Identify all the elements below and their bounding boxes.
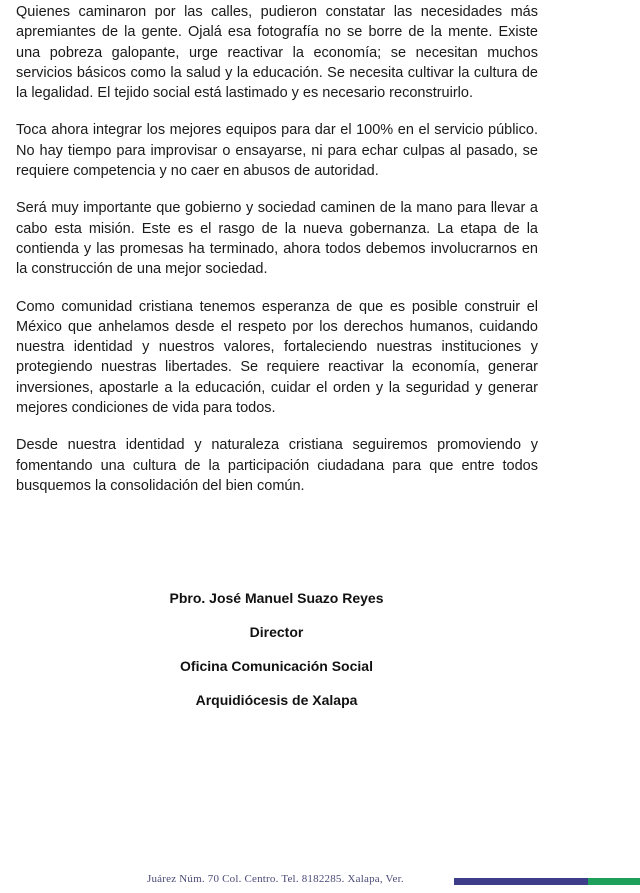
paragraph-3: Será muy importante que gobierno y sociedad caminen de la mano para llevar a cabo esta misión. Este es el rasgo de la nueva gobernanza. La etapa de la contienda y las promesas ha terminado, ahora todos debemos involucrarnos en la construcción de una mejor sociedad. xyxy=(16,200,538,278)
paragraph-1: Quienes caminaron por las calles, pudieron constatar las necesidades más apremiantes de la gente. Ojalá esa fotografía no se borre de la mente. Existe una pobreza galopante, urge reactivar la economía; se necesitan muchos servicios básicos como la salud y la educación. Se necesita cultivar la cultura de la legalidad. El tejido social está lastimado y es necesario reconstruirlo. xyxy=(16,4,538,102)
signatory-title: Director xyxy=(249,624,304,640)
paragraph-4: Como comunidad cristiana tenemos esperanza de que es posible construir el México que anhelamos desde el respeto por los derechos humanos, cuidando nuestra identidad y nuestros valores, fortaleciendo nuestras instituciones y protegiendo nuestras libertades. Se requiere reactivar la economía, generar inversiones, apostarle a la educación, cuidar el orden y la seguridad y generar mejores condiciones de vida para todos. xyxy=(16,298,538,417)
signatory-institution: Arquidiócesis de Xalapa xyxy=(195,692,358,708)
paragraph-5: Desde nuestra identidad y naturaleza cristiana seguiremos promoviendo y fomentando una cultura de la participación ciudadana para que entre todos busquemos la consolidación del bien común. xyxy=(16,437,538,494)
letterhead-footer xyxy=(0,866,640,893)
footer-bar-green xyxy=(588,878,640,885)
signatory-name: Pbro. José Manuel Suazo Reyes xyxy=(169,590,384,606)
paragraph-2: Toca ahora integrar los mejores equipos para dar el 100% en el servicio público. No hay tiempo para improvisar o ensayarse, ni para echar culpas al pasado, se requiere competencia y no caer en abusos de autoridad. xyxy=(16,122,538,180)
footer-bar-purple xyxy=(454,878,588,885)
signature-block xyxy=(0,588,553,724)
signatory-office: Oficina Comunicación Social xyxy=(180,658,373,674)
document-body xyxy=(16,2,538,513)
footer-address: Juárez Núm. 70 Col. Centro. Tel. 8182285. Xalapa, Ver. xyxy=(147,873,404,885)
